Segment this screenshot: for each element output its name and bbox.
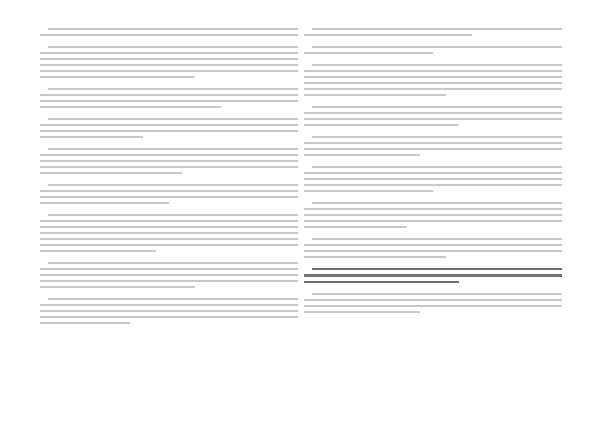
right-paragraph-7	[304, 202, 562, 228]
left-text-column	[40, 28, 298, 328]
right-paragraph-4	[304, 106, 562, 126]
right-text-column	[304, 28, 562, 317]
right-paragraph-2	[304, 46, 562, 54]
right-paragraph-9	[304, 293, 562, 313]
right-paragraph-5	[304, 136, 562, 156]
right-paragraph-3	[304, 64, 562, 96]
left-paragraph-3	[40, 88, 298, 108]
left-paragraph-2	[40, 46, 298, 78]
left-paragraph-8	[40, 262, 298, 288]
left-paragraph-1	[40, 28, 298, 36]
left-paragraph-9	[40, 298, 298, 324]
right-paragraph-6	[304, 166, 562, 192]
left-paragraph-4	[40, 118, 298, 138]
right-paragraph-1	[304, 28, 562, 36]
left-paragraph-7	[40, 214, 298, 252]
left-paragraph-5	[40, 148, 298, 174]
left-paragraph-6	[40, 184, 298, 204]
right-paragraph-8	[304, 238, 562, 258]
right-paragraph-bold	[304, 268, 562, 283]
